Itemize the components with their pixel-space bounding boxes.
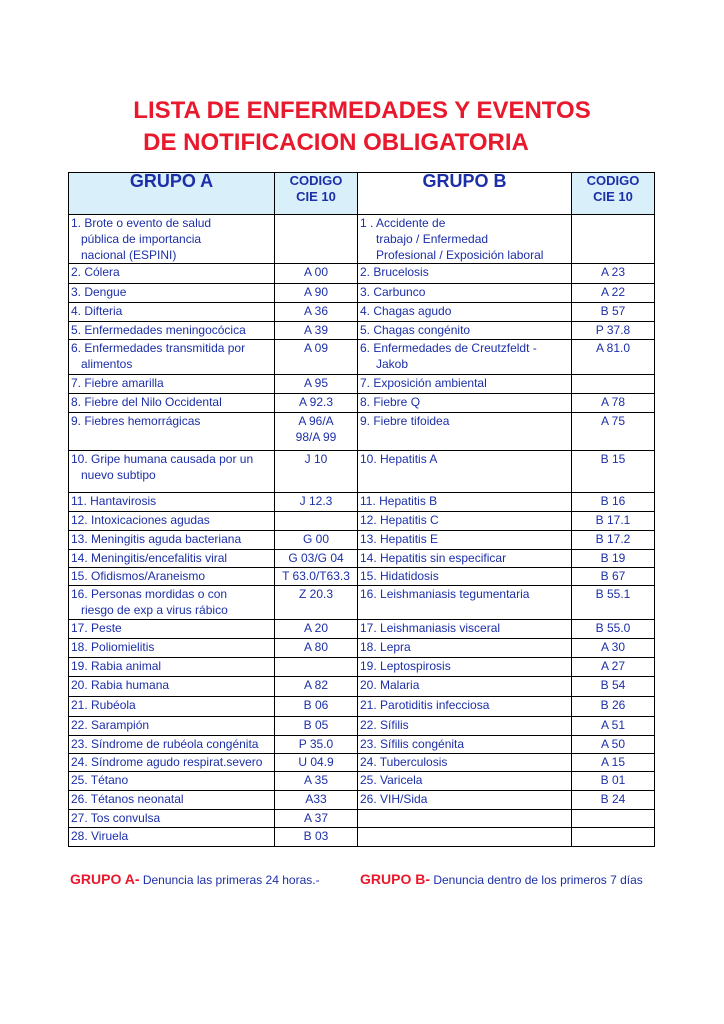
disease-b-line: 14. Hepatitis sin especificar [360,551,507,565]
disease-b-cell [358,772,572,791]
table-row [69,568,655,586]
group-a-header: GRUPO A [69,173,275,215]
code-a-cell [275,810,358,828]
code-b-line: B 55.1 [595,587,631,601]
disease-a-line: 15. Ofidismos/Araneismo [71,569,206,583]
disease-a-cell [69,772,275,791]
disease-a-cell [69,322,275,340]
code-b-cell [572,639,655,658]
disease-a-cell [69,639,275,658]
code-a-cell [275,493,358,512]
disease-b-line: 6. Enfermedades de Creutzfeldt - [360,341,537,355]
code-a-line: A 82 [303,678,329,692]
table-row [69,677,655,697]
code-b-cell [572,736,655,754]
code-a-cell [275,264,358,284]
disease-a-cell [69,493,275,512]
disease-a-cell [69,697,275,717]
disease-b-line: 17. Leishmaniasis visceral [360,621,501,635]
code-a-cell [275,736,358,754]
disease-a-line: riesgo de exp a virus rábico [81,603,228,617]
code-a-cell [275,620,358,639]
code-a-cell [275,828,358,847]
disease-b-line: 7. Exposición ambiental [360,376,487,390]
code-b-line: B 01 [600,773,626,787]
code-b-line: B 16 [600,494,626,508]
disease-b-line: 22. Sífilis [360,718,409,732]
disease-a-line: pública de importancia [81,232,202,246]
code-a-cell [275,639,358,658]
disease-b-line: 19. Leptospirosis [360,659,451,673]
disease-b-line: 13. Hepatitis E [360,532,439,546]
disease-b-cell [358,810,572,828]
code-a-line: A 09 [303,341,329,355]
disease-a-line: 4. Difteria [71,304,123,318]
code-b-cell [572,586,655,620]
code-b-cell [572,493,655,512]
disease-a-cell [69,451,275,493]
code-a-cell [275,550,358,568]
code-b-cell [572,512,655,531]
code-b-cell [572,717,655,736]
disease-a-cell [69,531,275,550]
page-title-line-1: LISTA DE ENFERMEDADES Y EVENTOS [133,97,591,124]
disease-b-line: 4. Chagas agudo [360,304,452,318]
code-a-line: Z 20.3 [298,587,334,601]
code-b-cell [572,568,655,586]
table-row [69,451,655,493]
table-row [69,394,655,413]
disease-b-cell [358,413,572,451]
code-a-cell [275,568,358,586]
footer-group-a [70,871,320,887]
disease-a-line: nacional (ESPINI) [81,248,177,262]
disease-a-cell [69,754,275,772]
code-b-line: A 27 [600,659,626,673]
code-b-cell [572,697,655,717]
code-b-cell [572,413,655,451]
code-a-cell [275,394,358,413]
table-row [69,639,655,658]
code-a-cell [275,677,358,697]
disease-a-cell [69,717,275,736]
disease-b-cell [358,284,572,303]
disease-b-line: 16. Leishmaniasis tegumentaria [360,587,530,601]
disease-b-line: 25. Varicela [360,773,423,787]
code-a-line: P 35.0 [298,737,334,751]
code-b-line: B 17.1 [595,513,631,527]
disease-b-cell [358,586,572,620]
disease-a-cell [69,586,275,620]
disease-b-line: 10. Hepatitis A [360,452,438,466]
code-b-line: A 30 [600,640,626,654]
disease-a-line: 12. Intoxicaciones agudas [71,513,210,527]
code-b-cell [572,322,655,340]
code-b-line: B 67 [600,569,626,583]
code-a-line: U 04.9 [298,755,334,769]
code-b-line: B 55.0 [595,621,631,635]
code-b-line: A 78 [600,395,626,409]
table-row [69,322,655,340]
disease-a-line: 10. Gripe humana causada por un [71,452,254,466]
disease-a-cell [69,375,275,394]
code-a-cell [275,322,358,340]
disease-a-line: nuevo subtipo [81,468,156,482]
disease-b-cell [358,639,572,658]
code-b-cell [572,451,655,493]
disease-a-line: 16. Personas mordidas o con [71,587,228,601]
table-header-row [69,173,655,215]
disease-a-line: 21. Rubéola [71,698,136,712]
code-a-cell [275,772,358,791]
disease-a-line: 18. Poliomielitis [71,640,155,654]
disease-b-line: Jakob [376,357,409,371]
disease-b-line: 5. Chagas congénito [360,323,471,337]
code-b-cell [572,531,655,550]
disease-a-cell [69,215,275,264]
code-a-cell [275,340,358,375]
disease-a-line: 9. Fiebres hemorrágicas [71,414,201,428]
code-b-line: B 26 [600,698,626,712]
disease-a-line: 22. Sarampión [71,718,150,732]
disease-a-cell [69,340,275,375]
disease-a-line: 7. Fiebre amarilla [71,376,164,390]
disease-b-cell [358,215,572,264]
disease-a-cell [69,828,275,847]
disease-a-line: 3. Dengue [71,285,127,299]
disease-a-line: 14. Meningitis/encefalitis viral [71,551,228,565]
disease-b-line: 12. Hepatitis C [360,513,439,527]
code-b-cell [572,620,655,639]
code-a-cell [275,284,358,303]
table-row [69,791,655,810]
code-a-line: A 39 [303,323,329,337]
code-a-line: J 10 [304,452,328,466]
disease-a-line: 26. Tétanos neonatal [71,792,184,806]
disease-a-cell [69,512,275,531]
disease-a-cell [69,284,275,303]
footer-group-a-text: Denuncia las primeras 24 horas.- [139,873,320,887]
disease-b-line: 23. Sífilis congénita [360,737,465,751]
code-a-line: G 00 [302,532,329,546]
disease-b-line: 20. Malaria [360,678,420,692]
disease-a-line: 17. Peste [71,621,122,635]
disease-a-line: 20. Rabia humana [71,678,170,692]
page-title-line-2: DE NOTIFICACION OBLIGATORIA [143,129,529,156]
disease-a-line: 19. Rabia animal [71,659,162,673]
code-a-cell [275,413,358,451]
disease-b-cell [358,303,572,322]
disease-b-line: 11. Hepatitis B [360,494,438,508]
code-header-line-1: CODIGO [289,173,343,188]
code-a-line: A 35 [303,773,329,787]
disease-b-line: trabajo / Enfermedad [376,232,489,246]
disease-b-cell [358,394,572,413]
code-a-line: J 12.3 [299,494,333,508]
table-row [69,531,655,550]
code-b-cell [572,394,655,413]
disease-b-cell [358,451,572,493]
table-row [69,717,655,736]
code-header-line-2: CIE 10 [593,189,633,204]
code-b-cell [572,791,655,810]
disease-b-cell [358,791,572,810]
disease-b-cell [358,568,572,586]
footer-group-b-text: Denuncia dentro de los primeros 7 días [430,873,643,887]
disease-b-cell [358,375,572,394]
disease-b-cell [358,493,572,512]
disease-a-cell [69,264,275,284]
code-b-cell [572,658,655,677]
disease-b-line: 8. Fiebre Q [360,395,421,409]
code-a-line: T 63.0/T63.3 [282,569,350,583]
table-row [69,512,655,531]
table-row [69,754,655,772]
code-a-cell [275,791,358,810]
disease-b-line: 1 . Accidente de [360,216,446,230]
table-row [69,215,655,264]
code-b-cell [572,828,655,847]
code-b-line: A 15 [600,755,626,769]
code-a-cell [275,754,358,772]
code-b-cell [572,754,655,772]
code-b-cell [572,677,655,697]
code-b-cell [572,303,655,322]
disease-b-cell [358,550,572,568]
disease-a-line: 5. Enfermedades meningocócica [71,323,246,337]
disease-a-line: 6. Enfermedades transmitida por [71,341,246,355]
disease-a-cell [69,413,275,451]
table-row [69,736,655,754]
code-a-line: A 00 [303,265,329,279]
disease-b-cell [358,658,572,677]
code-b-line: A 23 [600,265,626,279]
code-b-line: B 19 [600,551,626,565]
notification-table [68,172,655,847]
disease-b-cell [358,340,572,375]
code-b-line: B 24 [600,792,626,806]
group-b-header: GRUPO B [358,173,572,215]
disease-b-line: 18. Lepra [360,640,411,654]
disease-a-line: 24. Síndrome agudo respirat.severo [71,755,263,769]
code-b-header [572,173,655,215]
code-a-line: A 95 [303,376,329,390]
table-row [69,303,655,322]
code-a-cell [275,586,358,620]
code-a-cell [275,697,358,717]
code-header-line-2: CIE 10 [296,189,336,204]
disease-a-cell [69,550,275,568]
disease-a-line: 8. Fiebre del Nilo Occidental [71,395,222,409]
disease-b-cell [358,828,572,847]
disease-a-line: 27. Tos convulsa [71,811,161,825]
code-a-cell [275,451,358,493]
code-b-line: A 75 [600,414,626,428]
code-a-line: 98/A 99 [295,430,337,444]
disease-b-line: 15. Hidatidosis [360,569,439,583]
table-row [69,828,655,847]
code-b-cell [572,550,655,568]
disease-b-cell [358,717,572,736]
code-b-line: A 51 [600,718,626,732]
table-row [69,493,655,512]
code-a-cell [275,375,358,394]
disease-a-cell [69,736,275,754]
disease-a-line: 25. Tétano [71,773,129,787]
table-row [69,772,655,791]
disease-b-cell [358,697,572,717]
code-header-line-1: CODIGO [586,173,640,188]
code-a-line: A 90 [303,285,329,299]
disease-a-cell [69,303,275,322]
disease-b-line: 24. Tuberculosis [360,755,448,769]
table-row [69,340,655,375]
code-a-cell [275,512,358,531]
code-b-cell [572,375,655,394]
footer-group-b-label: GRUPO B- [360,871,430,887]
disease-b-cell [358,531,572,550]
code-b-line: B 54 [600,678,626,692]
code-a-line: A 92.3 [298,395,334,409]
table-row [69,413,655,451]
disease-a-cell [69,620,275,639]
disease-a-cell [69,658,275,677]
code-b-cell [572,215,655,264]
code-b-line: A 22 [600,285,626,299]
disease-a-line: 11. Hantavirosis [71,494,157,508]
disease-a-cell [69,677,275,697]
code-a-header [275,173,358,215]
table-row [69,658,655,677]
table-row [69,620,655,639]
code-a-line: A 96/A [298,414,334,428]
code-a-line: B 05 [303,718,329,732]
code-b-line: A 50 [600,737,626,751]
code-a-cell [275,303,358,322]
table-row [69,375,655,394]
table-row [69,550,655,568]
disease-b-cell [358,677,572,697]
table-row [69,697,655,717]
table-body [69,215,655,847]
code-a-cell [275,215,358,264]
code-b-cell [572,772,655,791]
code-a-line: B 06 [303,698,329,712]
code-a-cell [275,658,358,677]
footer-group-b [360,871,643,887]
disease-a-cell [69,568,275,586]
disease-b-line: 26. VIH/Sida [360,792,428,806]
disease-b-cell [358,736,572,754]
code-a-line: A33 [305,792,327,806]
disease-a-line: alimentos [81,357,133,371]
disease-a-line: 28. Viruela [71,829,129,843]
disease-b-cell [358,512,572,531]
table-row [69,264,655,284]
code-b-cell [572,340,655,375]
code-b-line: B 15 [600,452,626,466]
code-b-cell [572,810,655,828]
disease-a-line: 23. Síndrome de rubéola congénita [71,737,259,751]
code-b-cell [572,264,655,284]
disease-b-cell [358,264,572,284]
footer-group-a-label: GRUPO A- [70,871,140,887]
disease-a-line: 13. Meningitis aguda bacteriana [71,532,242,546]
code-a-cell [275,717,358,736]
code-a-line: A 36 [303,304,329,318]
disease-a-cell [69,810,275,828]
disease-a-line: 2. Cólera [71,265,120,279]
disease-a-cell [69,394,275,413]
code-a-line: A 37 [303,811,329,825]
code-a-cell [275,531,358,550]
code-b-line: B 57 [600,304,626,318]
table-row [69,284,655,303]
disease-b-line: 21. Parotiditis infecciosa [360,698,490,712]
code-a-line: A 80 [303,640,329,654]
disease-b-line: 9. Fiebre tifoidea [360,414,450,428]
disease-b-line: 2. Brucelosis [360,265,429,279]
code-b-line: A 81.0 [595,341,631,355]
code-a-line: G 03/G 04 [288,551,344,565]
disease-b-cell [358,322,572,340]
disease-a-cell [69,791,275,810]
disease-b-line: Profesional / Exposición laboral [376,248,544,262]
code-a-line: A 20 [303,621,329,635]
code-b-line: P 37.8 [595,323,631,337]
code-b-cell [572,284,655,303]
table-row [69,810,655,828]
disease-b-cell [358,620,572,639]
code-b-line: B 17.2 [595,532,631,546]
disease-b-cell [358,754,572,772]
code-a-line: B 03 [303,829,329,843]
disease-b-line: 3. Carbunco [360,285,426,299]
disease-a-line: 1. Brote o evento de salud [71,216,212,230]
table-row [69,586,655,620]
